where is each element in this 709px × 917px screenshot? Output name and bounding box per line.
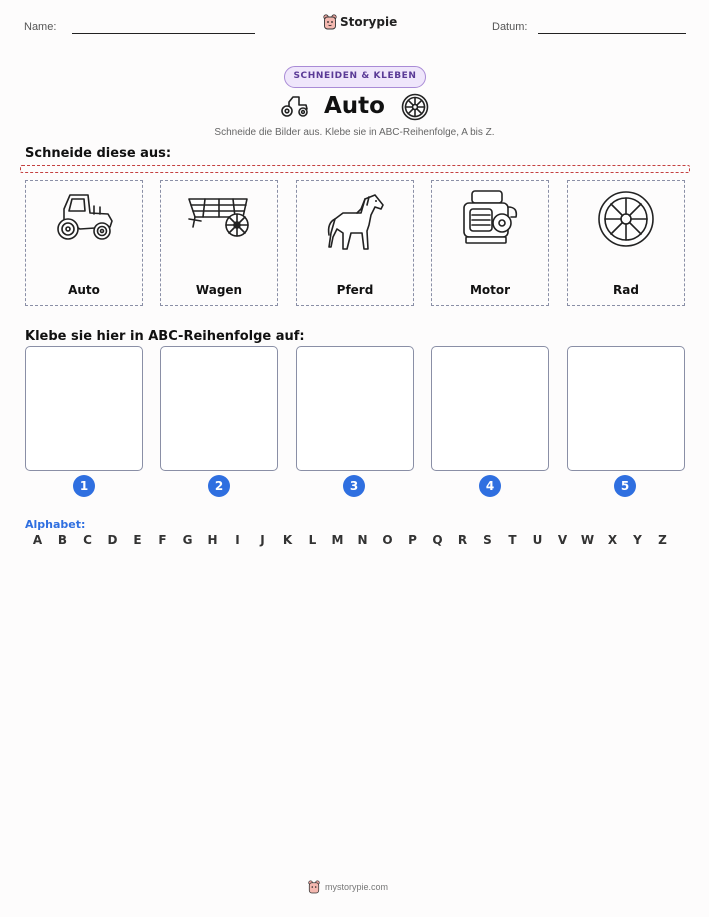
cut-card-auto[interactable] [25,180,143,306]
alphabet-letter: X [607,533,618,547]
card-label: Rad [613,283,639,297]
worksheet-title: Auto [324,93,385,119]
alphabet-letter: U [532,533,543,547]
alphabet-letter: B [57,533,68,547]
cut-card-rad[interactable] [567,180,685,306]
alphabet-letter: A [32,533,43,547]
alphabet-letter: O [382,533,393,547]
paste-slot-1[interactable] [25,346,143,471]
slot-number-1: 1 [73,475,95,497]
paste-heading: Klebe sie hier in ABC-Reihenfolge auf: [25,329,305,344]
instructions: Schneide die Bilder aus. Klebe sie in ABC-Reihenfolge, A bis Z. [214,127,495,138]
alphabet-letter: C [83,533,92,547]
alphabet-letter: D [107,533,118,547]
alphabet-letter: H [207,533,218,547]
name-label: Name: [24,21,57,33]
alphabet-letter: M [331,533,344,547]
activity-badge: SCHNEIDEN & KLEBEN [284,66,426,88]
card-label: Pferd [336,283,374,297]
alphabet-heading: Alphabet: [25,518,86,531]
alphabet-letter: G [182,533,193,547]
card-label: Wagen [195,283,243,297]
alphabet-letter: P [408,533,417,547]
slot-number-3: 3 [343,475,365,497]
date-label: Datum: [492,21,528,33]
wheel-icon [592,187,662,251]
card-label: Motor [469,283,511,297]
alphabet-letter: E [133,533,142,547]
date-line[interactable] [538,33,686,34]
brand-logo [323,14,397,30]
cut-heading: Schneide diese aus: [25,146,172,161]
paste-slot-3[interactable] [296,346,414,471]
alphabet-letter: F [158,533,167,547]
alphabet-letter: J [260,533,265,547]
slot-number-2: 2 [208,475,230,497]
alphabet-letter: Q [432,533,443,547]
alphabet-letter: T [508,533,517,547]
alphabet-row [25,533,675,547]
alphabet-letter: L [308,533,317,547]
alphabet-letter: Y [633,533,642,547]
tractor-title-icon [279,94,311,118]
cut-card-pferd[interactable] [296,180,414,306]
paste-slot-2[interactable] [160,346,278,471]
alphabet-letter: I [235,533,240,547]
alphabet-letter: V [557,533,568,547]
paste-slot-5[interactable] [567,346,685,471]
engine-icon [456,187,526,251]
name-line[interactable] [72,33,255,34]
card-label: Auto [68,283,100,297]
cut-card-wagen[interactable] [160,180,278,306]
cut-line [20,165,690,173]
paste-slot-4[interactable] [431,346,549,471]
footer [308,880,388,894]
slot-number-4: 4 [479,475,501,497]
alphabet-letter: R [457,533,468,547]
footer-site[interactable]: mystorypie.com [325,882,389,892]
brand-name: Storypie [340,15,398,29]
alphabet-letter: Z [658,533,667,547]
horse-icon [321,187,391,253]
alphabet-letter: N [357,533,368,547]
storypie-mascot-icon [308,880,320,894]
cart-icon [185,187,255,249]
wheel-title-icon [401,93,429,121]
alphabet-letter: K [282,533,293,547]
tractor-icon [50,187,120,249]
alphabet-letter: S [483,533,492,547]
cut-card-motor[interactable] [431,180,549,306]
slot-number-5: 5 [614,475,636,497]
alphabet-letter: W [580,533,595,547]
storypie-mascot-icon [323,14,337,30]
